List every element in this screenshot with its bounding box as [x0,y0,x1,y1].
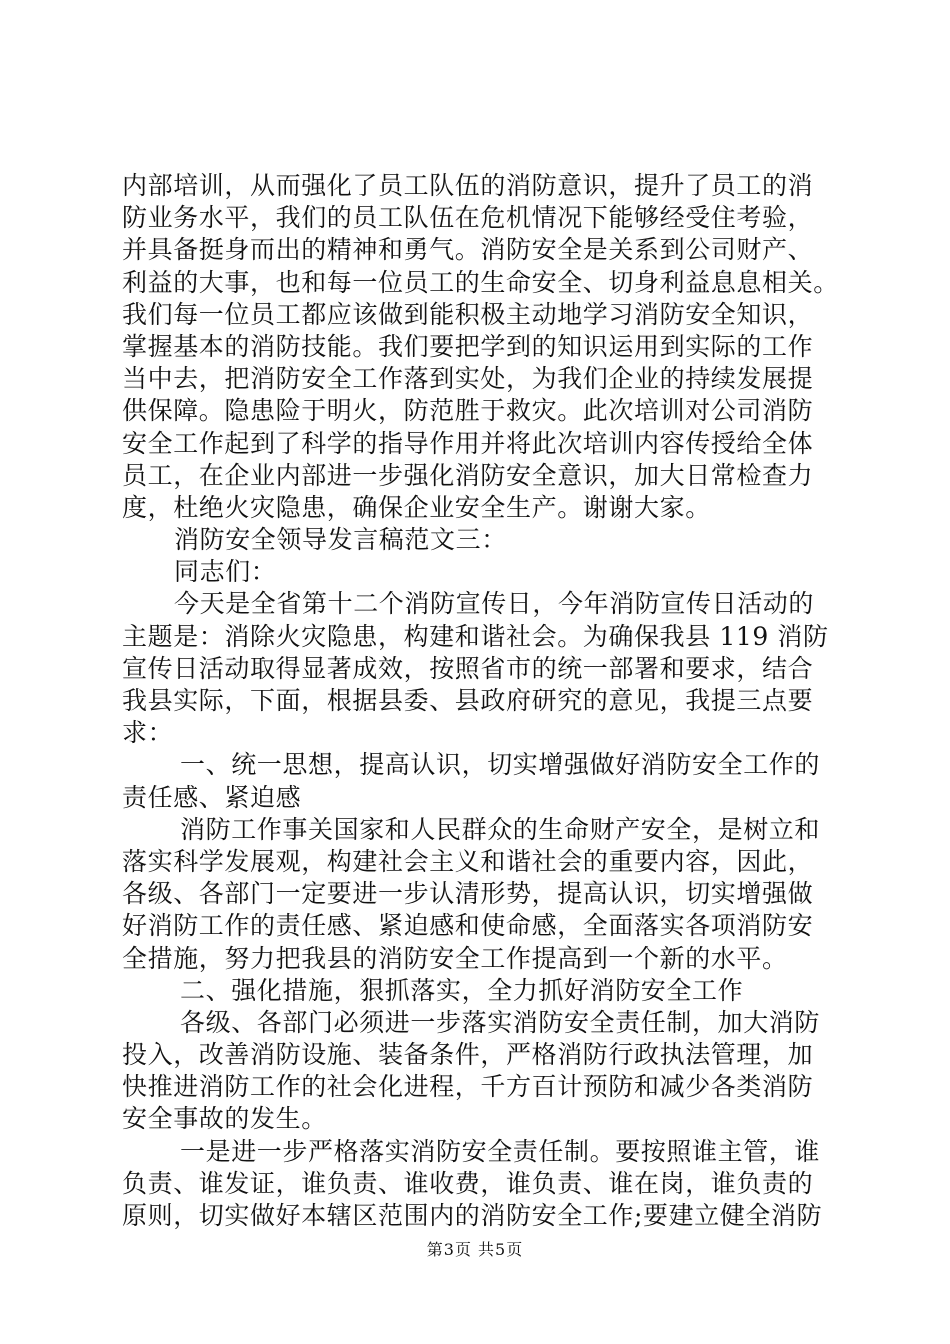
text-line: 全措施，努力把我县的消防安全工作提高到一个新的水平。 [122,943,788,973]
heading-point-one: 一、统一思想，提高认识，切实增强做好消防安全工作的 [180,750,821,780]
text-line: 利益的大事，也和每一位员工的生命安全、切身利益息息相关。 [122,267,839,297]
text-line: 内部培训，从而强化了员工队伍的消防意识，提升了员工的消 [122,171,814,200]
text-line: 员工，在企业内部进一步强化消防安全意识，加大日常检查力 [122,460,814,490]
text-line: 我县实际，下面，根据县委、县政府研究的意见，我提三点要 [122,686,814,715]
text-line: 安全工作起到了科学的指导作用并将此次培训内容传授给全体 [122,428,814,458]
text-line: 各级、各部门一定要进一步认清形势，提高认识，切实增强做 [122,879,814,909]
text-line: 好消防工作的责任感、紧迫感和使命感，全面落实各项消防安 [122,911,814,941]
text-line: 供保障。隐患险于明火，防范胜于救灾。此次培训对公司消防 [122,396,814,426]
document-body [122,170,842,1232]
text-line: 当中去，把消防安全工作落到实处，为我们企业的持续发展提 [122,364,814,394]
text-line: 投入，改善消防设施、装备条件，严格消防行政执法管理，加 [122,1040,814,1070]
text-line: 今天是全省第十二个消防宣传日，今年消防宣传日活动的 [174,589,815,619]
text-line: 负责、谁发证，谁负责、谁收费，谁负责、谁在岗，谁负责的 [122,1168,814,1198]
text-line: 主题是：消除火灾隐患，构建和谐社会。为确保我县 119 消防 [122,621,829,651]
text-line: 掌握基本的消防技能。我们要把学到的知识运用到实际的工作 [122,331,814,361]
section-title: 消防安全领导发言稿范文三： [174,525,507,555]
text-line: 求： [122,718,174,748]
text-line: 落实科学发展观，构建社会主义和谐社会的重要内容，因此， [122,846,814,876]
text-line: 责任感、紧迫感 [122,782,302,812]
text-line: 防业务水平，我们的员工队伍在危机情况下能够经受住考验， [122,203,814,233]
text-line: 安全事故的发生。 [122,1104,327,1134]
text-line: 度，杜绝火灾隐患，确保企业安全生产。谢谢大家。 [122,492,711,522]
text-line: 一是进一步严格落实消防安全责任制。要按照谁主管，谁 [180,1136,821,1166]
text-line: 各级、各部门必须进一步落实消防安全责任制，加大消防 [180,1007,821,1037]
text-line: 快推进消防工作的社会化进程，千方百计预防和减少各类消防 [122,1072,814,1102]
salutation: 同志们： [174,557,277,587]
text-line: 我们每一位员工都应该做到能积极主动地学习消防安全知识， [122,299,814,329]
page-number-footer: 第3页 共5页 [426,1240,524,1259]
text-line: 宣传日活动取得显著成效，按照省市的统一部署和要求，结合 [122,653,814,683]
text-line: 并具备挺身而出的精神和勇气。消防安全是关系到公司财产、 [122,235,814,265]
text-line: 消防工作事关国家和人民群众的生命财产安全，是树立和 [180,814,821,844]
text-line: 原则，切实做好本辖区范围内的消防安全工作;要建立健全消防 [122,1201,823,1230]
heading-point-two: 二、强化措施，狠抓落实，全力抓好消防安全工作 [180,975,744,1005]
